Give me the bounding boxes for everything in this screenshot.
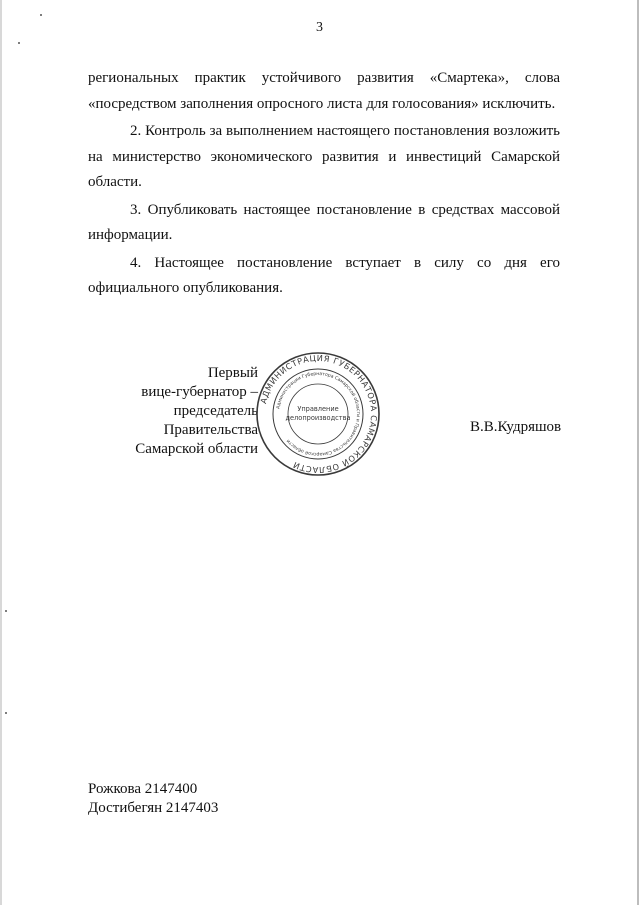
- scan-edge-left: [0, 0, 2, 905]
- contact-line: Рожкова 2147400: [88, 781, 198, 797]
- signatory-title-line: вице-губернатор –: [141, 384, 258, 400]
- official-seal-stamp: [255, 351, 381, 477]
- body-line: официального опубликования.: [88, 280, 283, 296]
- body-line: информации.: [88, 227, 173, 243]
- stamp-center-line: делопроизводства: [285, 414, 351, 422]
- scan-speck: [5, 610, 7, 612]
- contact-line: Достибегян 2147403: [88, 800, 219, 816]
- body-line: «посредством заполнения опросного листа для голосования» исключить.: [88, 95, 556, 112]
- signatory-title: [88, 364, 258, 459]
- scan-speck: [5, 712, 7, 714]
- signatory-title-line: председатель Правительства: [163, 403, 258, 438]
- body-line: 4. Настоящее постановление вступает в силу со дня его: [130, 254, 560, 271]
- body-line: области.: [88, 174, 142, 190]
- signer-name: В.В.Кудряшов: [470, 419, 562, 435]
- stamp-inner-text: Администрации Губернатора Самарской области и Правительства Самарской области: [276, 371, 361, 457]
- signatory-title-line: Первый: [207, 365, 258, 381]
- stamp-outer-text: АДМИНИСТРАЦИЯ ГУБЕРНАТОРА САМАРСКОЙ ОБЛАСТИ: [258, 352, 380, 476]
- signatory-title-line: Самарской области: [135, 441, 258, 457]
- stamp-center-line: Управление: [297, 405, 339, 413]
- scan-speck: [40, 14, 42, 16]
- paragraph-2: [88, 119, 560, 196]
- paragraph-3: [88, 198, 560, 249]
- paragraph-4: [88, 251, 560, 302]
- page-number: 3: [316, 20, 323, 35]
- body-line: на министерство экономического развития и инвестиций Самарской: [88, 148, 560, 165]
- body-line: 2. Контроль за выполнением настоящего постановления возложить: [130, 123, 560, 139]
- body-line: 3. Опубликовать настоящее постановление в средствах массовой: [130, 201, 560, 218]
- paragraph-1: [88, 66, 560, 117]
- executor-contacts: [88, 780, 218, 818]
- body-line: региональных практик устойчивого развития «Смартека», слова: [88, 70, 560, 86]
- scan-speck: [18, 42, 20, 44]
- document-body: [88, 66, 560, 302]
